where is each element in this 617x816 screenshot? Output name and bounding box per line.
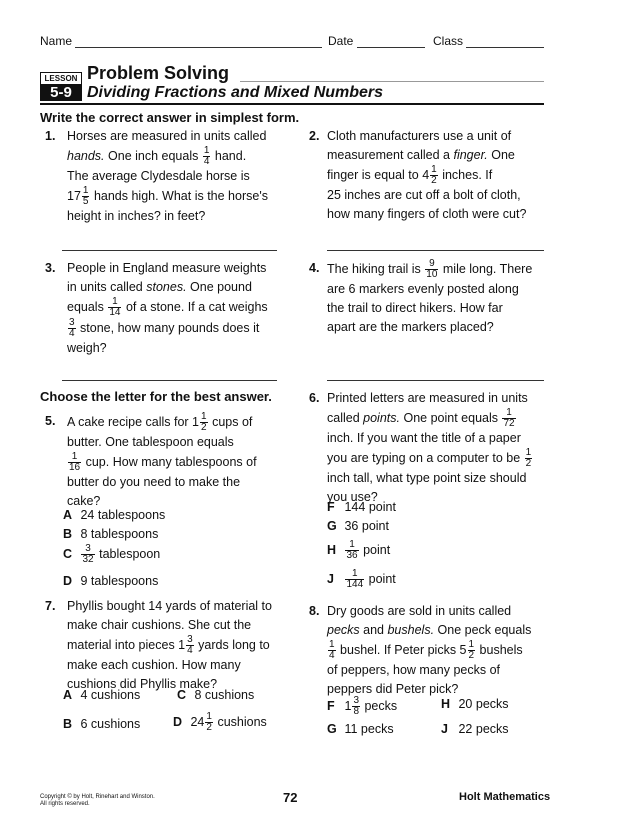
date-line (357, 47, 425, 48)
q6-option-h[interactable]: H $\frac{1}{36}$ point (327, 539, 391, 561)
q7-option-b[interactable]: B 6 cushions (63, 717, 141, 731)
q7-option-c[interactable]: C 8 cushions (177, 688, 255, 702)
q8-text: One peck equals (437, 623, 532, 637)
q8-line: of peppers, how many pecks of (327, 663, 501, 677)
q4-line: the trail to direct hikers. How far (327, 301, 503, 315)
question-3 (45, 259, 295, 358)
q8-text: bushel. If Peter picks 5 (340, 642, 467, 657)
page-number: 72 (283, 790, 298, 805)
q6-option-f[interactable]: F 144 point (327, 500, 396, 514)
fraction: $\frac{1}{4}$ (203, 145, 210, 167)
name-line (75, 47, 322, 48)
q8-line: Dry goods are sold in units called (327, 604, 512, 618)
title-rule (240, 81, 544, 82)
q2-text: inches. If (442, 167, 493, 182)
q2-line: 25 inches are cut off a bolt of cloth, (327, 188, 521, 202)
q8-text: bushels (479, 642, 523, 657)
fraction: $\frac{3}{4}$ (69, 317, 75, 339)
fraction: $\frac{1}{4}$ (329, 639, 335, 661)
date-label: Date (328, 34, 354, 48)
instructions-part2: Choose the letter for the best answer. (40, 389, 272, 404)
q5-line: butter. One tablespoon equals (67, 435, 234, 449)
q6-line: Printed letters are measured in units (327, 391, 528, 405)
q8-option-j[interactable]: J 22 pecks (441, 722, 509, 736)
instructions-part1: Write the correct answer in simplest form. (40, 110, 300, 125)
q2-text: One (491, 148, 515, 162)
answer-line-1[interactable] (62, 250, 277, 251)
q3-text: One pound (190, 280, 252, 294)
q7-line: Phyllis bought 14 yards of material to (67, 599, 272, 613)
fraction: $\frac{1}{14}$ (109, 296, 121, 318)
q5-text: cups of (212, 414, 253, 429)
q4-line: are 6 markers evenly posted along (327, 282, 519, 296)
q5-text: cup. How many tablespoons of (85, 454, 257, 469)
page-subtitle: Dividing Fractions and Mixed Numbers (87, 84, 384, 101)
q3-text: stone, how many pounds does it (80, 320, 260, 335)
copyright: Copyright © by Holt, Rinehart and Winston. All rights reserved. (40, 794, 155, 807)
q7-option-d[interactable]: D 24 $\frac{1}{2}$ cushions (173, 711, 267, 733)
question-number: 8. (309, 604, 320, 618)
q3-text: of a stone. If a cat weighs (125, 299, 268, 314)
fraction: $\frac{1}{2}$ (431, 164, 437, 186)
q6-line: inch. If you want the title of a paper (327, 431, 521, 445)
lesson-label: LESSON (40, 72, 82, 85)
question-number: 7. (45, 599, 56, 613)
fraction: $\frac{3}{4}$ (187, 634, 193, 656)
q2-text: measurement called a (327, 148, 450, 162)
q1-text: hand. (214, 148, 247, 163)
q7-line: make chair cushions. She cut the (67, 618, 252, 632)
q2-term: finger. (453, 148, 488, 162)
q6-line: inch tall, what type point size should (327, 471, 527, 485)
question-number: 1. (45, 129, 56, 143)
q6-text: One point equals (403, 410, 498, 425)
q8-term: pecks (327, 623, 360, 637)
q5-option-c[interactable]: C $\frac{3}{32}$ tablespoon (63, 543, 161, 565)
lesson-number: 5-9 (40, 84, 82, 101)
fraction: $\frac{1}{2}$ (525, 447, 532, 469)
q1-line: height in inches? in feet? (67, 209, 206, 223)
question-4 (309, 259, 559, 337)
q1-text: 17 (67, 188, 81, 203)
q3-text: in units called (67, 280, 143, 294)
question-2 (309, 127, 559, 224)
answer-line-2[interactable] (327, 250, 544, 251)
question-number: 3. (45, 261, 56, 275)
question-1 (45, 127, 295, 226)
q5-text: A cake recipe calls for 1 (67, 414, 200, 429)
question-6 (309, 389, 559, 507)
q8-option-g[interactable]: G 11 pecks (327, 722, 394, 736)
q3-line: weigh? (67, 341, 107, 355)
class-line (466, 47, 544, 48)
q3-line: People in England measure weights (67, 261, 267, 275)
q8-text: and (363, 623, 384, 637)
q8-term: bushels. (387, 623, 435, 637)
fraction: $\frac{1}{2}$ (468, 639, 475, 661)
q1-term: hands. (67, 148, 105, 163)
q1-line: The average Clydesdale horse is (67, 169, 250, 183)
q1-text: hands high. What is the horse's (93, 188, 268, 203)
question-number: 5. (45, 414, 56, 428)
fraction: $\frac{9}{10}$ (426, 258, 438, 280)
q5-line: butter do you need to make the (67, 475, 241, 489)
question-7 (45, 597, 305, 694)
q5-line: cake? (67, 494, 101, 508)
q2-line: how many fingers of cloth were cut? (327, 207, 527, 221)
q5-option-d[interactable]: D 9 tablespoons (63, 574, 159, 588)
q7-line: cushions did Phyllis make? (67, 677, 218, 691)
name-label: Name (40, 34, 73, 48)
page-title: Problem Solving (87, 63, 230, 83)
header-rule (40, 103, 544, 105)
q1-text: One inch equals (108, 148, 199, 163)
q3-term: stones. (146, 280, 187, 294)
q7-text: material into pieces 1 (67, 637, 186, 652)
question-8 (309, 602, 559, 699)
q6-term: points. (363, 410, 400, 425)
q8-line: peppers did Peter pick? (327, 682, 459, 696)
q6-line: you use? (327, 490, 378, 504)
q7-line: make each cushion. How many (67, 658, 241, 672)
q6-option-j[interactable]: J $\frac{1}{144}$ point (327, 568, 396, 590)
q5-option-a[interactable]: A 24 tablespoons (63, 508, 166, 522)
class-label: Class (433, 34, 464, 48)
answer-line-3[interactable] (62, 380, 277, 381)
question-number: 4. (309, 261, 320, 275)
q4-line: apart are the markers placed? (327, 320, 494, 334)
q1-line: Horses are measured in units called (67, 129, 267, 143)
fraction: $\frac{1}{2}$ (201, 411, 207, 433)
question-number: 2. (309, 129, 320, 143)
q7-text: yards long to (198, 637, 270, 652)
q7-option-a[interactable]: A 4 cushions (63, 688, 141, 702)
fraction: $\frac{1}{5}$ (82, 185, 89, 207)
q5-option-b[interactable]: B 8 tablespoons (63, 527, 159, 541)
q6-text: called (327, 410, 360, 425)
q6-text: you are typing on a computer to be (327, 450, 521, 465)
question-5 (45, 412, 295, 511)
fraction: $\frac{1}{16}$ (69, 451, 81, 473)
question-number: 6. (309, 391, 320, 405)
q4-text: The hiking trail is (327, 261, 421, 276)
q6-option-g[interactable]: G 36 point (327, 519, 389, 533)
q2-text: finger is equal to 4 (327, 167, 430, 182)
fraction: $\frac{1}{72}$ (503, 407, 515, 429)
q8-option-f[interactable]: F 1 $\frac{3}{8}$ pecks (327, 695, 398, 717)
q2-line: Cloth manufacturers use a unit of (327, 129, 512, 143)
q4-text: mile long. There (442, 261, 533, 276)
q8-option-h[interactable]: H 20 pecks (441, 697, 509, 711)
q3-text: equals (67, 299, 104, 314)
answer-line-4[interactable] (327, 380, 544, 381)
publisher: Holt Mathematics (459, 791, 551, 803)
